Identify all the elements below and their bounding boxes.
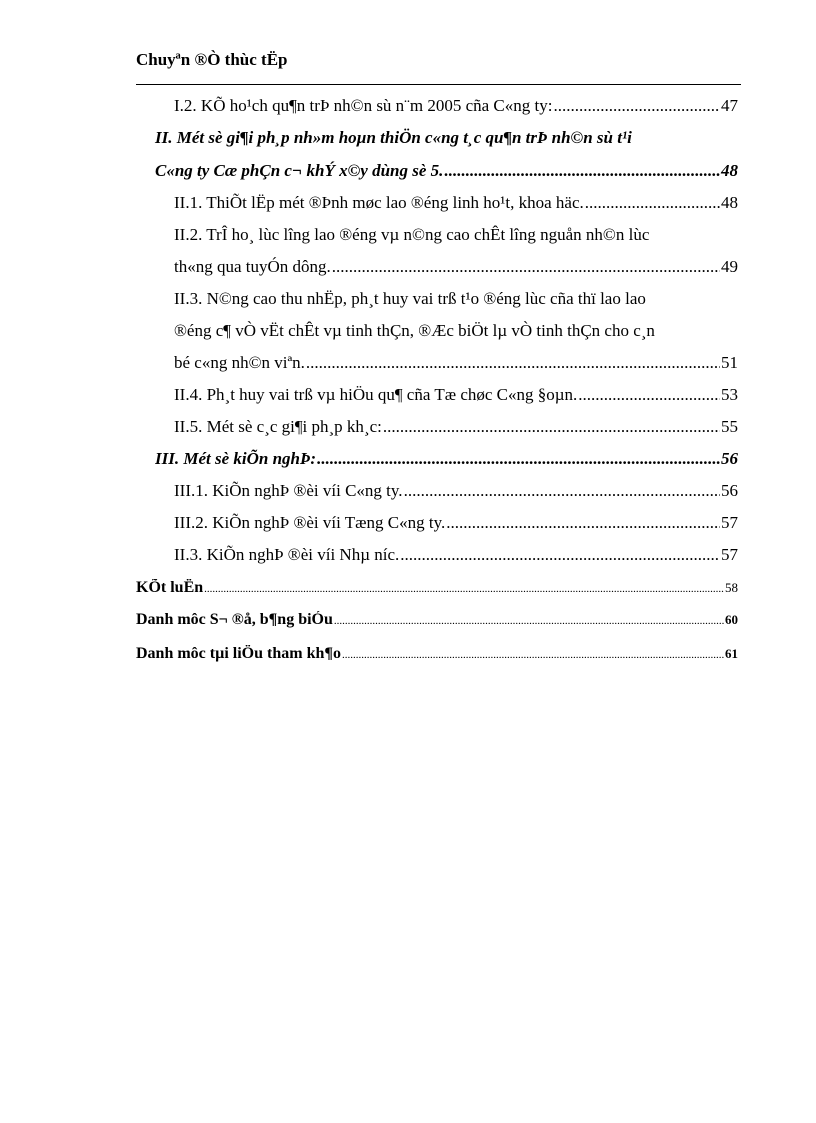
toc-page-number: 56 — [721, 481, 738, 500]
toc-entry-text: III.2. KiÕn nghÞ ®èi víi Tæng C«ng ty. — [174, 513, 446, 532]
toc-entry-text: Danh môc S¬ ®å, b¶ng biÓu — [136, 611, 333, 628]
toc-page-number: 48 — [721, 161, 738, 180]
toc-entry-text[interactable]: ®éng c¶ vÒ vËt chÊt vµ tinh thÇn, ®Æc biÖt lµ vÒ tinh thÇn cho c¸n — [174, 321, 655, 340]
toc-entry-text[interactable]: II.2. TrÎ ho¸ lùc lîng lao ®éng vµ n©ng cao chÊt lîng nguån nh©n lùc — [174, 225, 650, 244]
toc-entry-text[interactable]: II. Mét sè gi¶i ph¸p nh»m hoµn thiÖn c«ng t¸c qu¶n trÞ nh©n sù t¹i — [155, 128, 632, 147]
toc-entry[interactable] — [174, 545, 738, 565]
toc-leader — [332, 257, 720, 277]
toc-leader — [400, 545, 720, 565]
toc-entry-text: II.4. Ph¸t huy vai trß vµ hiÖu qu¶ cña Tæ chøc C«ng §oµn. — [174, 385, 578, 404]
toc-page-number: 48 — [721, 193, 738, 212]
toc-entry[interactable] — [136, 645, 738, 663]
toc-leader — [585, 193, 720, 213]
toc-page-number: 61 — [725, 646, 738, 661]
toc-entry[interactable] — [155, 161, 738, 181]
toc-leader — [342, 649, 724, 661]
toc-entry-text: I.2. KÕ ho¹ch qu¶n trÞ nh©n sù n¨m 2005 cña C«ng ty: — [174, 96, 553, 115]
toc-page-number: 60 — [725, 612, 738, 627]
toc-page-number: 58 — [725, 580, 738, 595]
toc-leader — [444, 161, 720, 181]
toc-entry-text: th«ng qua tuyÓn dông. — [174, 257, 331, 276]
toc-entry[interactable] — [174, 481, 738, 501]
toc-entry-text: bé c«ng nh©n viªn. — [174, 353, 305, 372]
toc-entry-text: KÕt luËn — [136, 579, 204, 596]
header-rule — [136, 84, 741, 85]
toc-entry-text: II.3. KiÕn nghÞ ®èi víi Nhµ níc. — [174, 545, 400, 564]
toc-page-number: 55 — [721, 417, 738, 436]
toc-entry[interactable] — [174, 257, 738, 277]
toc-leader — [578, 385, 720, 405]
toc-entry[interactable] — [174, 513, 738, 533]
toc-page-number: 51 — [721, 353, 738, 372]
toc-entry-text[interactable]: II.3. N©ng cao thu nhËp, ph¸t huy vai trß t¹o ®éng lùc cña thï lao lao — [174, 289, 646, 308]
toc-entry-text: Danh môc tµi liÖu tham kh¶o — [136, 645, 341, 662]
toc-entry[interactable] — [136, 579, 738, 597]
toc-page-number: 57 — [721, 545, 738, 564]
toc-entry[interactable] — [155, 449, 738, 469]
toc-entry[interactable] — [174, 193, 738, 213]
toc-leader — [446, 513, 720, 533]
toc-page-number: 47 — [721, 96, 738, 115]
toc-leader — [334, 615, 724, 627]
toc-leader — [553, 96, 720, 116]
toc-leader — [204, 583, 724, 595]
toc-entry[interactable] — [174, 417, 738, 437]
toc-page-number: 56 — [721, 449, 738, 468]
toc-entry-text: II.1. ThiÕt lËp mét ®Þnh møc lao ®éng linh ho¹t, khoa häc. — [174, 193, 584, 212]
toc-entry-text: C«ng ty Cæ phÇn c¬ khÝ x©y dùng sè 5. — [155, 161, 444, 180]
toc-entry-text: II.5. Mét sè c¸c gi¶i ph¸p kh¸c: — [174, 417, 382, 436]
toc-entry[interactable] — [174, 385, 738, 405]
toc-leader — [404, 481, 720, 501]
toc-leader — [317, 449, 720, 469]
toc-entry[interactable] — [174, 96, 738, 116]
toc-entry-text: III.1. KiÕn nghÞ ®èi víi C«ng ty. — [174, 481, 403, 500]
document-header: Chuyªn ®Ò thùc tËp — [136, 50, 288, 69]
toc-page-number: 57 — [721, 513, 738, 532]
toc-leader — [383, 417, 720, 437]
toc-entry-text: III. Mét sè kiÕn nghÞ: — [155, 449, 317, 468]
toc-page-number: 49 — [721, 257, 738, 276]
toc-leader — [306, 353, 720, 373]
toc-entry[interactable] — [136, 611, 738, 629]
toc-entry[interactable] — [174, 353, 738, 373]
toc-page-number: 53 — [721, 385, 738, 404]
